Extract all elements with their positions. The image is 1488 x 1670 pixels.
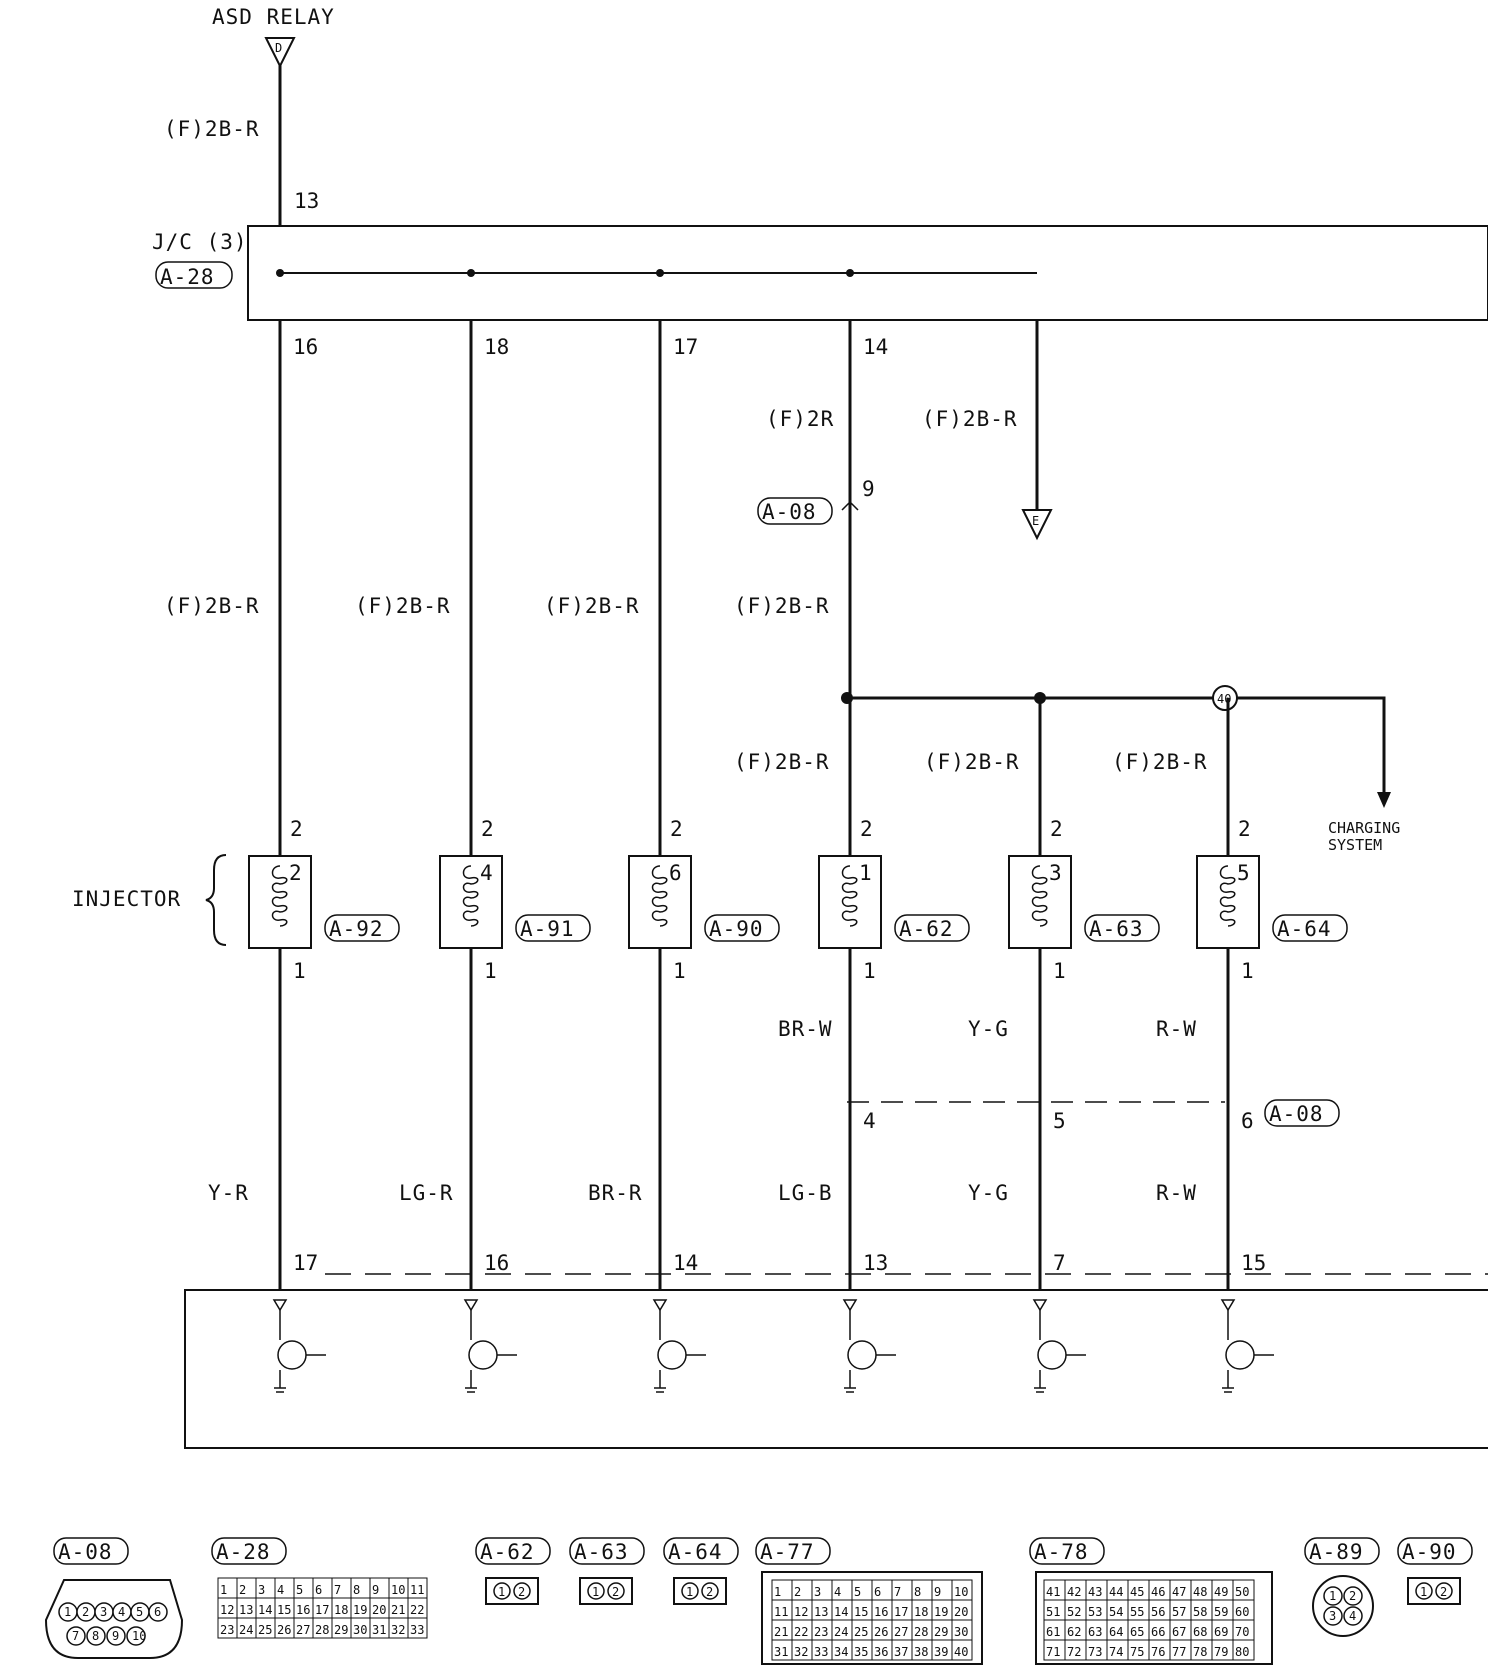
ecm-transistor xyxy=(658,1341,686,1369)
legend-a64-label: A-64 xyxy=(668,1540,723,1564)
svg-text:12: 12 xyxy=(220,1603,235,1617)
a08-pin-9: 9 xyxy=(862,477,875,501)
legend-a28 xyxy=(212,1538,427,1638)
svg-text:40: 40 xyxy=(954,1645,969,1659)
legend-a63 xyxy=(570,1538,644,1604)
svg-text:31: 31 xyxy=(372,1623,387,1637)
a08-lower-pin: 4 xyxy=(863,1109,876,1133)
svg-text:9: 9 xyxy=(112,1629,120,1643)
svg-text:78: 78 xyxy=(1193,1645,1208,1659)
svg-text:2: 2 xyxy=(1349,1589,1357,1603)
svg-text:1: 1 xyxy=(1329,1589,1337,1603)
ecm-box xyxy=(185,1290,1488,1448)
legend-a63-label: A-63 xyxy=(574,1540,629,1564)
svg-text:8: 8 xyxy=(92,1629,100,1643)
ground-symbol xyxy=(465,1388,477,1392)
injector-pin-bottom: 1 xyxy=(863,959,876,983)
injector-connector-label: A-92 xyxy=(329,917,384,941)
jc-label: J/C (3) xyxy=(152,230,248,254)
static-layer xyxy=(185,62,1488,1448)
svg-text:61: 61 xyxy=(1046,1625,1061,1639)
injector-body xyxy=(1197,856,1259,948)
legend-a78-label: A-78 xyxy=(1034,1540,1089,1564)
wire-22-label: (F)2B-R xyxy=(922,407,1018,431)
svg-text:69: 69 xyxy=(1214,1625,1229,1639)
ecm-input-triangle xyxy=(465,1300,477,1310)
svg-text:2: 2 xyxy=(1440,1585,1448,1599)
svg-text:62: 62 xyxy=(1067,1625,1082,1639)
wire-14-label: (F)2R xyxy=(766,407,835,431)
bottom-wire-label: BR-R xyxy=(588,1181,643,1205)
branch-wire-label: (F)2B-R xyxy=(734,594,830,618)
asd-relay-connector xyxy=(266,38,294,66)
a08-lower-label: A-08 xyxy=(1269,1102,1324,1126)
injector-pin-top: 2 xyxy=(1050,817,1063,841)
svg-text:1: 1 xyxy=(774,1585,782,1599)
legend-a78 xyxy=(1030,1538,1272,1664)
svg-text:3: 3 xyxy=(100,1605,108,1619)
svg-text:4: 4 xyxy=(1349,1609,1357,1623)
svg-text:30: 30 xyxy=(353,1623,368,1637)
ecm-transistor xyxy=(278,1341,306,1369)
svg-text:58: 58 xyxy=(1193,1605,1208,1619)
branch-wire-label: (F)2B-R xyxy=(164,594,260,618)
ground-symbol xyxy=(274,1388,286,1392)
injector-connector-label: A-63 xyxy=(1089,917,1144,941)
svg-text:57: 57 xyxy=(1172,1605,1187,1619)
legend-a62-label: A-62 xyxy=(480,1540,535,1564)
mid-wire-label: BR-W xyxy=(778,1017,833,1041)
branch-junction-dot xyxy=(1034,692,1046,704)
right-branch-wire-label: (F)2B-R xyxy=(924,750,1020,774)
connector-legend xyxy=(46,1538,1472,1664)
bottom-wire-label: Y-G xyxy=(968,1181,1009,1205)
svg-text:32: 32 xyxy=(391,1623,406,1637)
svg-text:22: 22 xyxy=(410,1603,425,1617)
ground-symbol xyxy=(1222,1388,1234,1392)
svg-text:25: 25 xyxy=(258,1623,273,1637)
legend-a77-label: A-77 xyxy=(760,1540,815,1564)
svg-text:77: 77 xyxy=(1172,1645,1187,1659)
svg-text:51: 51 xyxy=(1046,1605,1061,1619)
injector-pin-bottom: 1 xyxy=(1241,959,1254,983)
injector-pin-top: 2 xyxy=(481,817,494,841)
svg-text:2: 2 xyxy=(794,1585,802,1599)
asd-relay-label: ASD RELAY xyxy=(212,5,335,29)
svg-text:44: 44 xyxy=(1109,1585,1124,1599)
ecm-input-triangle xyxy=(274,1300,286,1310)
svg-text:2: 2 xyxy=(706,1585,714,1599)
svg-text:59: 59 xyxy=(1214,1605,1229,1619)
charging-system-line2: SYSTEM xyxy=(1328,836,1383,854)
injector-connector-label: A-90 xyxy=(709,917,764,941)
channel-3 xyxy=(544,269,779,1392)
branch-junction-dot xyxy=(841,692,853,704)
injector-body xyxy=(440,856,502,948)
top-wire-label: (F)2B-R xyxy=(164,117,260,141)
svg-text:75: 75 xyxy=(1130,1645,1145,1659)
svg-text:7: 7 xyxy=(72,1629,80,1643)
svg-text:26: 26 xyxy=(277,1623,292,1637)
svg-text:25: 25 xyxy=(854,1625,869,1639)
svg-text:17: 17 xyxy=(315,1603,330,1617)
svg-text:29: 29 xyxy=(934,1625,949,1639)
legend-a89 xyxy=(1305,1538,1379,1636)
svg-text:56: 56 xyxy=(1151,1605,1166,1619)
injector-label: INJECTOR xyxy=(72,887,182,911)
injector-connector-label: A-62 xyxy=(899,917,954,941)
svg-text:15: 15 xyxy=(854,1605,869,1619)
svg-text:76: 76 xyxy=(1151,1645,1166,1659)
svg-text:18: 18 xyxy=(334,1603,349,1617)
mid-wire-label: R-W xyxy=(1156,1017,1197,1041)
svg-text:20: 20 xyxy=(954,1605,969,1619)
svg-text:31: 31 xyxy=(774,1645,789,1659)
injector-number: 4 xyxy=(480,861,493,885)
injector-pin-bottom: 1 xyxy=(1053,959,1066,983)
ecm-input-triangle xyxy=(1222,1300,1234,1310)
branch-wire-label: (F)2B-R xyxy=(544,594,640,618)
channel-1 xyxy=(164,269,399,1392)
svg-text:38: 38 xyxy=(914,1645,929,1659)
svg-text:35: 35 xyxy=(854,1645,869,1659)
svg-text:48: 48 xyxy=(1193,1585,1208,1599)
ecm-input-triangle xyxy=(1034,1300,1046,1310)
svg-text:1: 1 xyxy=(220,1583,228,1597)
bottom-wire-label: LG-B xyxy=(778,1181,833,1205)
svg-text:39: 39 xyxy=(934,1645,949,1659)
top-pin: 13 xyxy=(294,189,320,213)
svg-text:27: 27 xyxy=(296,1623,311,1637)
ecm-pin: 16 xyxy=(484,1251,510,1275)
svg-text:10: 10 xyxy=(391,1583,406,1597)
svg-text:10: 10 xyxy=(954,1585,969,1599)
svg-text:55: 55 xyxy=(1130,1605,1145,1619)
svg-text:72: 72 xyxy=(1067,1645,1082,1659)
svg-text:14: 14 xyxy=(258,1603,273,1617)
svg-text:2: 2 xyxy=(239,1583,247,1597)
svg-text:43: 43 xyxy=(1088,1585,1103,1599)
jc-junction-dot xyxy=(656,269,664,277)
legend-a77 xyxy=(756,1538,982,1664)
svg-text:3: 3 xyxy=(814,1585,822,1599)
mid-wire-label: Y-G xyxy=(968,1017,1009,1041)
ecm-transistor xyxy=(1038,1341,1066,1369)
svg-text:13: 13 xyxy=(239,1603,254,1617)
svg-text:20: 20 xyxy=(372,1603,387,1617)
svg-text:2: 2 xyxy=(82,1605,90,1619)
svg-text:29: 29 xyxy=(334,1623,349,1637)
legend-a28-label: A-28 xyxy=(216,1540,271,1564)
ecm-input-triangle xyxy=(654,1300,666,1310)
injector-number: 5 xyxy=(1237,861,1250,885)
channel-2 xyxy=(355,269,590,1392)
svg-text:49: 49 xyxy=(1214,1585,1229,1599)
svg-text:4: 4 xyxy=(834,1585,842,1599)
svg-text:23: 23 xyxy=(220,1623,235,1637)
svg-text:28: 28 xyxy=(914,1625,929,1639)
legend-a08 xyxy=(46,1538,182,1658)
jc-out-pin: 14 xyxy=(863,335,889,359)
svg-text:21: 21 xyxy=(774,1625,789,1639)
svg-text:10: 10 xyxy=(132,1629,147,1643)
svg-text:14: 14 xyxy=(834,1605,849,1619)
ground-symbol xyxy=(654,1388,666,1392)
injector-body xyxy=(249,856,311,948)
jc-out-pin: 16 xyxy=(293,335,319,359)
injector-number: 6 xyxy=(669,861,682,885)
injector-pin-top: 2 xyxy=(1238,817,1251,841)
svg-text:13: 13 xyxy=(814,1605,829,1619)
svg-text:8: 8 xyxy=(353,1583,361,1597)
svg-text:3: 3 xyxy=(1329,1609,1337,1623)
svg-text:73: 73 xyxy=(1088,1645,1103,1659)
ground-symbol xyxy=(1034,1388,1046,1392)
svg-text:5: 5 xyxy=(296,1583,304,1597)
svg-text:5: 5 xyxy=(136,1605,144,1619)
ecm-pin: 13 xyxy=(863,1251,889,1275)
legend-a08-label: A-08 xyxy=(58,1540,113,1564)
svg-text:1: 1 xyxy=(1420,1585,1428,1599)
svg-text:36: 36 xyxy=(874,1645,889,1659)
svg-text:1: 1 xyxy=(686,1585,694,1599)
svg-text:1: 1 xyxy=(64,1605,72,1619)
svg-text:6: 6 xyxy=(154,1605,162,1619)
channel-4 xyxy=(734,269,969,1392)
svg-text:26: 26 xyxy=(874,1625,889,1639)
ecm-transistor xyxy=(469,1341,497,1369)
asd-connector-letter: D xyxy=(275,41,283,55)
jc-out-pin: 17 xyxy=(673,335,699,359)
svg-text:17: 17 xyxy=(894,1605,909,1619)
svg-text:47: 47 xyxy=(1172,1585,1187,1599)
svg-text:23: 23 xyxy=(814,1625,829,1639)
svg-text:18: 18 xyxy=(914,1605,929,1619)
ecm-pin: 14 xyxy=(673,1251,699,1275)
bottom-wire-label: R-W xyxy=(1156,1181,1197,1205)
channel-5 xyxy=(924,692,1159,1392)
svg-text:E: E xyxy=(1032,514,1040,528)
svg-text:4: 4 xyxy=(277,1583,285,1597)
injector-body xyxy=(819,856,881,948)
svg-text:74: 74 xyxy=(1109,1645,1124,1659)
ecm-input-triangle xyxy=(844,1300,856,1310)
injector-connector-label: A-64 xyxy=(1277,917,1332,941)
svg-text:45: 45 xyxy=(1130,1585,1145,1599)
injector-brace xyxy=(206,855,226,945)
bottom-wire-label: LG-R xyxy=(399,1181,454,1205)
injector-number: 2 xyxy=(289,861,302,885)
svg-text:9: 9 xyxy=(934,1585,942,1599)
injector-connector-label: A-91 xyxy=(520,917,575,941)
legend-a89-label: A-89 xyxy=(1309,1540,1364,1564)
svg-text:54: 54 xyxy=(1109,1605,1124,1619)
injector-pin-top: 2 xyxy=(290,817,303,841)
svg-text:22: 22 xyxy=(794,1625,809,1639)
jc-junction-dot xyxy=(276,269,284,277)
svg-text:80: 80 xyxy=(1235,1645,1250,1659)
svg-text:68: 68 xyxy=(1193,1625,1208,1639)
svg-text:1: 1 xyxy=(592,1585,600,1599)
injector-number: 3 xyxy=(1049,861,1062,885)
svg-text:15: 15 xyxy=(277,1603,292,1617)
charging-arrow xyxy=(1377,792,1391,808)
svg-text:3: 3 xyxy=(258,1583,266,1597)
svg-text:41: 41 xyxy=(1046,1585,1061,1599)
legend-a62 xyxy=(476,1538,550,1604)
svg-text:50: 50 xyxy=(1235,1585,1250,1599)
svg-text:11: 11 xyxy=(410,1583,425,1597)
svg-text:8: 8 xyxy=(914,1585,922,1599)
legend-a90 xyxy=(1398,1538,1472,1604)
injector-pin-bottom: 1 xyxy=(673,959,686,983)
bottom-wire-label: Y-R xyxy=(208,1181,249,1205)
svg-text:6: 6 xyxy=(315,1583,323,1597)
svg-text:16: 16 xyxy=(296,1603,311,1617)
a08-lower-pin: 6 xyxy=(1241,1109,1254,1133)
svg-text:30: 30 xyxy=(954,1625,969,1639)
svg-text:2: 2 xyxy=(612,1585,620,1599)
injector-channels xyxy=(164,269,1391,1392)
svg-text:79: 79 xyxy=(1214,1645,1229,1659)
svg-text:46: 46 xyxy=(1151,1585,1166,1599)
svg-text:19: 19 xyxy=(353,1603,368,1617)
charging-system-line1: CHARGING xyxy=(1328,819,1401,837)
svg-text:4: 4 xyxy=(118,1605,126,1619)
jc-junction-dot xyxy=(467,269,475,277)
svg-text:9: 9 xyxy=(372,1583,380,1597)
jc-connector-label: A-28 xyxy=(160,265,215,289)
svg-text:53: 53 xyxy=(1088,1605,1103,1619)
svg-text:60: 60 xyxy=(1235,1605,1250,1619)
svg-text:33: 33 xyxy=(814,1645,829,1659)
channel-6 xyxy=(1112,698,1347,1392)
ecm-transistor xyxy=(848,1341,876,1369)
jc-out-pin: 18 xyxy=(484,335,510,359)
svg-text:5: 5 xyxy=(854,1585,862,1599)
svg-text:34: 34 xyxy=(834,1645,849,1659)
svg-text:66: 66 xyxy=(1151,1625,1166,1639)
injector-body xyxy=(1009,856,1071,948)
right-branch-wire-label: (F)2B-R xyxy=(734,750,830,774)
jc-junction-dot xyxy=(846,269,854,277)
a08-upper-label: A-08 xyxy=(762,500,817,524)
ecm-transistor xyxy=(1226,1341,1254,1369)
injector-body xyxy=(629,856,691,948)
svg-text:24: 24 xyxy=(239,1623,254,1637)
svg-text:37: 37 xyxy=(894,1645,909,1659)
svg-text:11: 11 xyxy=(774,1605,789,1619)
injector-number: 1 xyxy=(859,861,872,885)
ecm-pin: 7 xyxy=(1053,1251,1066,1275)
legend-a90-label: A-90 xyxy=(1402,1540,1457,1564)
ecm-pin: 17 xyxy=(293,1251,319,1275)
a08-lower-pin: 5 xyxy=(1053,1109,1066,1133)
injector-pin-bottom: 1 xyxy=(293,959,306,983)
svg-text:27: 27 xyxy=(894,1625,909,1639)
splice-40-label: 40 xyxy=(1217,692,1232,706)
svg-text:32: 32 xyxy=(794,1645,809,1659)
svg-text:42: 42 xyxy=(1067,1585,1082,1599)
svg-text:65: 65 xyxy=(1130,1625,1145,1639)
svg-text:19: 19 xyxy=(934,1605,949,1619)
charging-branch xyxy=(847,698,1384,792)
injector-pin-bottom: 1 xyxy=(484,959,497,983)
svg-text:1: 1 xyxy=(498,1585,506,1599)
svg-text:71: 71 xyxy=(1046,1645,1061,1659)
svg-text:33: 33 xyxy=(410,1623,425,1637)
svg-text:64: 64 xyxy=(1109,1625,1124,1639)
legend-a64 xyxy=(664,1538,738,1604)
svg-text:12: 12 xyxy=(794,1605,809,1619)
svg-text:7: 7 xyxy=(334,1583,342,1597)
connector-e xyxy=(1023,510,1051,538)
injector-pin-top: 2 xyxy=(670,817,683,841)
svg-text:2: 2 xyxy=(518,1585,526,1599)
svg-text:6: 6 xyxy=(874,1585,882,1599)
svg-text:16: 16 xyxy=(874,1605,889,1619)
ground-symbol xyxy=(844,1388,856,1392)
svg-text:21: 21 xyxy=(391,1603,406,1617)
svg-text:24: 24 xyxy=(834,1625,849,1639)
svg-text:52: 52 xyxy=(1067,1605,1082,1619)
injector-pin-top: 2 xyxy=(860,817,873,841)
svg-text:7: 7 xyxy=(894,1585,902,1599)
svg-text:63: 63 xyxy=(1088,1625,1103,1639)
branch-wire-label: (F)2B-R xyxy=(355,594,451,618)
svg-text:67: 67 xyxy=(1172,1625,1187,1639)
right-branch-wire-label: (F)2B-R xyxy=(1112,750,1208,774)
svg-text:28: 28 xyxy=(315,1623,330,1637)
svg-text:70: 70 xyxy=(1235,1625,1250,1639)
ecm-pin: 15 xyxy=(1241,1251,1267,1275)
